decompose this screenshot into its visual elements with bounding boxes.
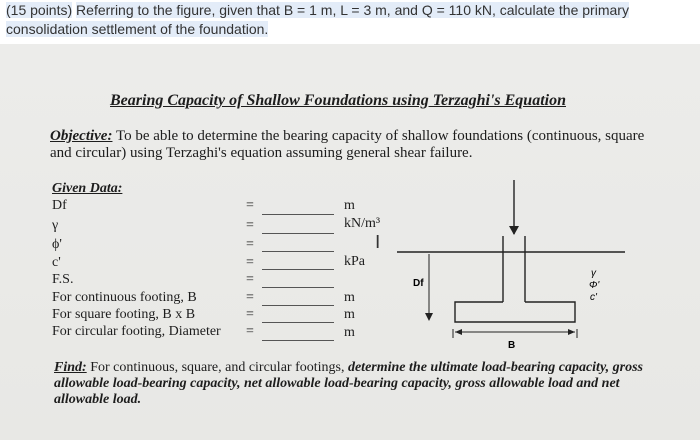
param-fs: F.S. [52,272,74,287]
b-arrow-left [455,329,462,335]
b-arrow-right [568,329,575,335]
worksheet-heading: Bearing Capacity of Shallow Foundations using Terzaghi's Equation [110,92,566,109]
param-circular-d: For circular footing, Diameter [52,324,221,339]
blank-square-b [262,322,334,323]
unit-df: m [344,198,355,213]
eq-continuous-b: = [246,290,254,305]
find-paragraph [54,360,644,408]
blank-phi [262,251,334,252]
unit-c: kPa [344,254,365,269]
eq-fs: = [246,272,254,287]
param-c: c' [52,255,61,270]
eq-df: = [246,198,254,213]
soil-phi-label: Φ' [589,280,600,291]
param-phi: ϕ' [52,237,62,252]
objective-text: To be able to determine the bearing capacity of shallow foundations (continuous, square and circular) using Terzaghi's equation assuming general shear failure. [50,128,645,161]
eq-c: = [246,255,254,270]
b-label: B [508,340,516,351]
df-arrow-head [425,313,433,321]
unit-continuous-b: m [344,290,355,305]
unit-circular-d: m [344,325,355,340]
soil-gamma-label: γ [591,268,596,279]
unit-gamma: kN/m³ [344,216,381,231]
question-points: (15 points) [6,2,73,18]
param-df: Df [52,198,67,213]
blank-circular-d [262,340,334,341]
eq-circular-d: = [246,324,254,339]
footing-outline [455,302,575,322]
param-continuous-b: For continuous footing, B [52,290,197,305]
blank-df [262,214,334,215]
param-gamma: γ [52,218,59,233]
find-bold-text: determine the ultimate load-bearing capacity, gross allowable load-bearing capacity, net allowable load-bearing capacity, gross allowable load and net allowable load. [54,360,643,407]
eq-square-b: = [246,307,254,322]
blank-continuous-b [262,305,334,306]
blank-gamma [262,233,334,234]
objective-paragraph [50,128,650,162]
param-square-b: For square footing, B x B [52,307,196,322]
blank-fs [262,287,334,288]
eq-phi: = [246,237,254,252]
question-prompt [0,0,700,44]
given-data-title: Given Data: [52,181,123,196]
df-label: Df [413,278,424,289]
find-label: Find: [54,360,87,375]
soil-c-label: c' [590,292,597,303]
text-cursor-icon: I [375,232,381,253]
find-text: For continuous, square, and circular footings, [90,360,345,375]
load-arrow-head [509,226,519,235]
question-text: Referring to the figure, given that B = 1 m, L = 3 m, and Q = 110 kN, calculate the primary consolidation settlement of the foundation. [6,2,629,37]
worksheet-photo [0,44,700,440]
objective-label: Objective: [50,128,113,144]
blank-c [262,269,334,270]
footing-diagram [395,172,635,351]
unit-square-b: m [344,307,355,322]
eq-gamma: = [246,218,254,233]
